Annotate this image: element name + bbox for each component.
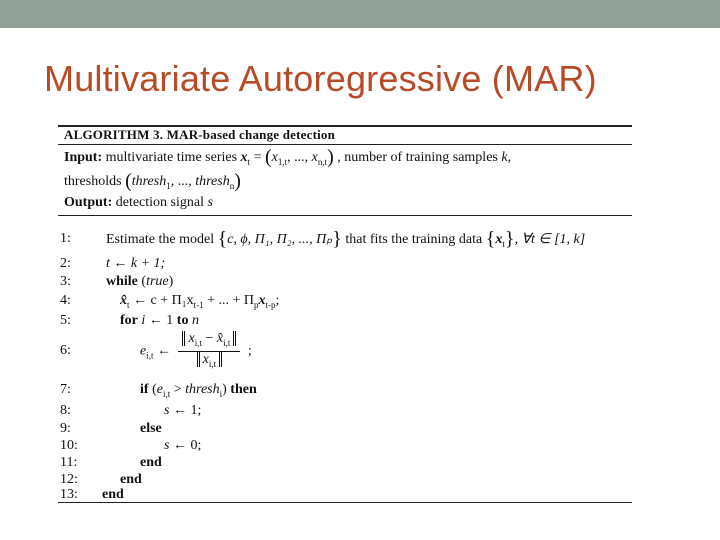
error-var: e xyxy=(156,382,163,397)
assign-arrow: ← xyxy=(148,313,163,328)
top-accent-bar xyxy=(0,0,720,28)
assign-arrow: ← xyxy=(172,438,187,453)
predicted-x-sub: t xyxy=(127,299,130,310)
semicolon: ; xyxy=(275,293,280,308)
end-keyword: end xyxy=(140,455,162,470)
error-var-sub: i,t xyxy=(146,350,154,361)
rhs-part-2-sub: p xyxy=(254,299,259,310)
thresh-1: thresh xyxy=(131,174,167,189)
brace-open: { xyxy=(217,228,228,250)
input-line-1 xyxy=(64,146,638,170)
comma: , xyxy=(507,150,512,165)
rhs-part-1-sub: t-1 xyxy=(193,299,204,310)
step-number: 3: xyxy=(60,274,71,289)
thresholds-text: thresholds xyxy=(64,174,122,189)
step-2-expr: k + 1; xyxy=(130,256,166,271)
to-keyword: to xyxy=(176,313,189,328)
assign-arrow: ← xyxy=(156,343,171,359)
io-rule xyxy=(58,215,632,216)
close-paren: ) xyxy=(327,146,334,168)
step-number: 7: xyxy=(60,382,71,397)
semicolon: ; xyxy=(247,343,252,359)
end-keyword: end xyxy=(120,472,142,487)
rhs-part-1: c + Π₁x xyxy=(150,293,194,308)
start-value: 1 xyxy=(166,313,174,328)
series-var: x xyxy=(240,150,248,165)
elem-dots: , ..., xyxy=(287,150,312,165)
rhs-part-3-sub: t-p xyxy=(265,299,276,310)
while-keyword: while xyxy=(106,274,138,289)
equals-sign: = xyxy=(253,150,262,165)
step-number: 11: xyxy=(60,455,78,470)
input-text: multivariate time series xyxy=(105,150,238,165)
caption-rule xyxy=(58,144,632,145)
rhs-part-3: x xyxy=(258,293,266,308)
numerator-x: x xyxy=(188,331,195,346)
step-number: 8: xyxy=(60,403,71,418)
predicted-x: x̂ xyxy=(120,293,127,308)
output-line xyxy=(64,195,638,211)
rhs-part-2: + ... + Π xyxy=(203,293,255,308)
input-line-2 xyxy=(64,170,638,194)
step-number: 5: xyxy=(60,313,71,328)
elem-n: x xyxy=(311,150,318,165)
if-open: ( xyxy=(152,382,157,397)
open-paren: ( xyxy=(264,146,272,168)
denominator-x: x xyxy=(202,351,209,367)
thresh-1-sub: 1 xyxy=(166,180,171,191)
step-number: 2: xyxy=(60,256,71,271)
k-var: k xyxy=(501,150,508,165)
if-close: ) xyxy=(222,382,227,397)
error-fraction xyxy=(178,331,240,372)
step-1-text: Estimate the model xyxy=(106,232,215,247)
step-number: 12: xyxy=(60,472,78,487)
data-brace-close: } xyxy=(504,228,515,250)
bottom-rule xyxy=(58,502,632,503)
model-params: c, ϕ, Π₁, Π₂, ..., Πₚ xyxy=(227,232,333,247)
error-var-sub: i,t xyxy=(162,388,171,399)
training-data-sub: t xyxy=(502,238,505,249)
thresh-var: thresh xyxy=(185,382,220,397)
step-1-mid: that fits the training data xyxy=(345,232,483,247)
brace-close: } xyxy=(332,228,342,250)
cond-close: ) xyxy=(168,274,174,289)
algorithm-box xyxy=(58,125,632,503)
output-label: Output: xyxy=(64,195,113,210)
end-keyword: end xyxy=(102,487,124,502)
algorithm-caption-text: ALGORITHM 3. MAR-based change detection xyxy=(64,127,336,142)
step-1-range: , ∀t ∈ [1, k] xyxy=(514,232,586,247)
greater-than: > xyxy=(173,382,182,397)
elem-1: x xyxy=(271,150,278,165)
i-var: i xyxy=(141,313,146,328)
training-samples-text: , number of training samples xyxy=(337,150,498,165)
output-var: s xyxy=(207,195,213,210)
then-keyword: then xyxy=(230,382,257,397)
if-keyword: if xyxy=(140,382,149,397)
step-number: 4: xyxy=(60,293,71,308)
fraction-denominator xyxy=(178,352,240,372)
step-number: 10: xyxy=(60,438,78,453)
training-data-var: x xyxy=(495,232,503,247)
s-var: s xyxy=(164,403,170,418)
input-label: Input: xyxy=(64,150,103,165)
step-number: 13: xyxy=(60,487,78,502)
error-var: e xyxy=(140,343,147,359)
assign-arrow: ← xyxy=(172,403,187,418)
fraction-numerator xyxy=(178,331,240,352)
thresh-n-sub: n xyxy=(229,180,235,191)
for-keyword: for xyxy=(120,313,138,328)
assign-arrow: ← xyxy=(133,293,148,308)
step-number: 6: xyxy=(60,343,71,358)
minus-sign: − xyxy=(205,331,214,346)
n-var: n xyxy=(191,313,199,328)
step-number: 9: xyxy=(60,421,71,436)
thresholds-close: ) xyxy=(234,170,241,192)
numerator-xhat: x̂ xyxy=(216,331,224,346)
elem-1-sub: 1,t xyxy=(277,156,288,167)
numerator-x-sub: i,t xyxy=(194,337,202,348)
elem-n-sub: n,t xyxy=(317,156,328,167)
else-keyword: else xyxy=(140,421,162,436)
while-condition: true xyxy=(146,274,169,289)
thresh-var-sub: i xyxy=(219,388,223,399)
data-brace-open: { xyxy=(485,228,496,250)
numerator-xhat-sub: i,t xyxy=(223,337,231,348)
assign-value: 0; xyxy=(190,438,202,453)
thresholds-open: ( xyxy=(125,170,132,192)
denominator-x-sub: i,t xyxy=(208,358,217,369)
slide-title: Multivariate Autoregressive (MAR) xyxy=(44,58,597,99)
thresh-n: thresh xyxy=(195,174,230,189)
assign-arrow: ← xyxy=(113,256,128,271)
thresh-dots: , ..., xyxy=(170,174,196,189)
series-sub: t xyxy=(247,156,251,167)
algorithm-caption xyxy=(64,127,638,143)
step-number: 1: xyxy=(60,231,71,246)
assign-value: 1; xyxy=(190,403,202,418)
cond-open: ( xyxy=(141,274,147,289)
output-text: detection signal xyxy=(115,195,204,210)
s-var: s xyxy=(164,438,170,453)
t-var: t xyxy=(106,256,110,271)
